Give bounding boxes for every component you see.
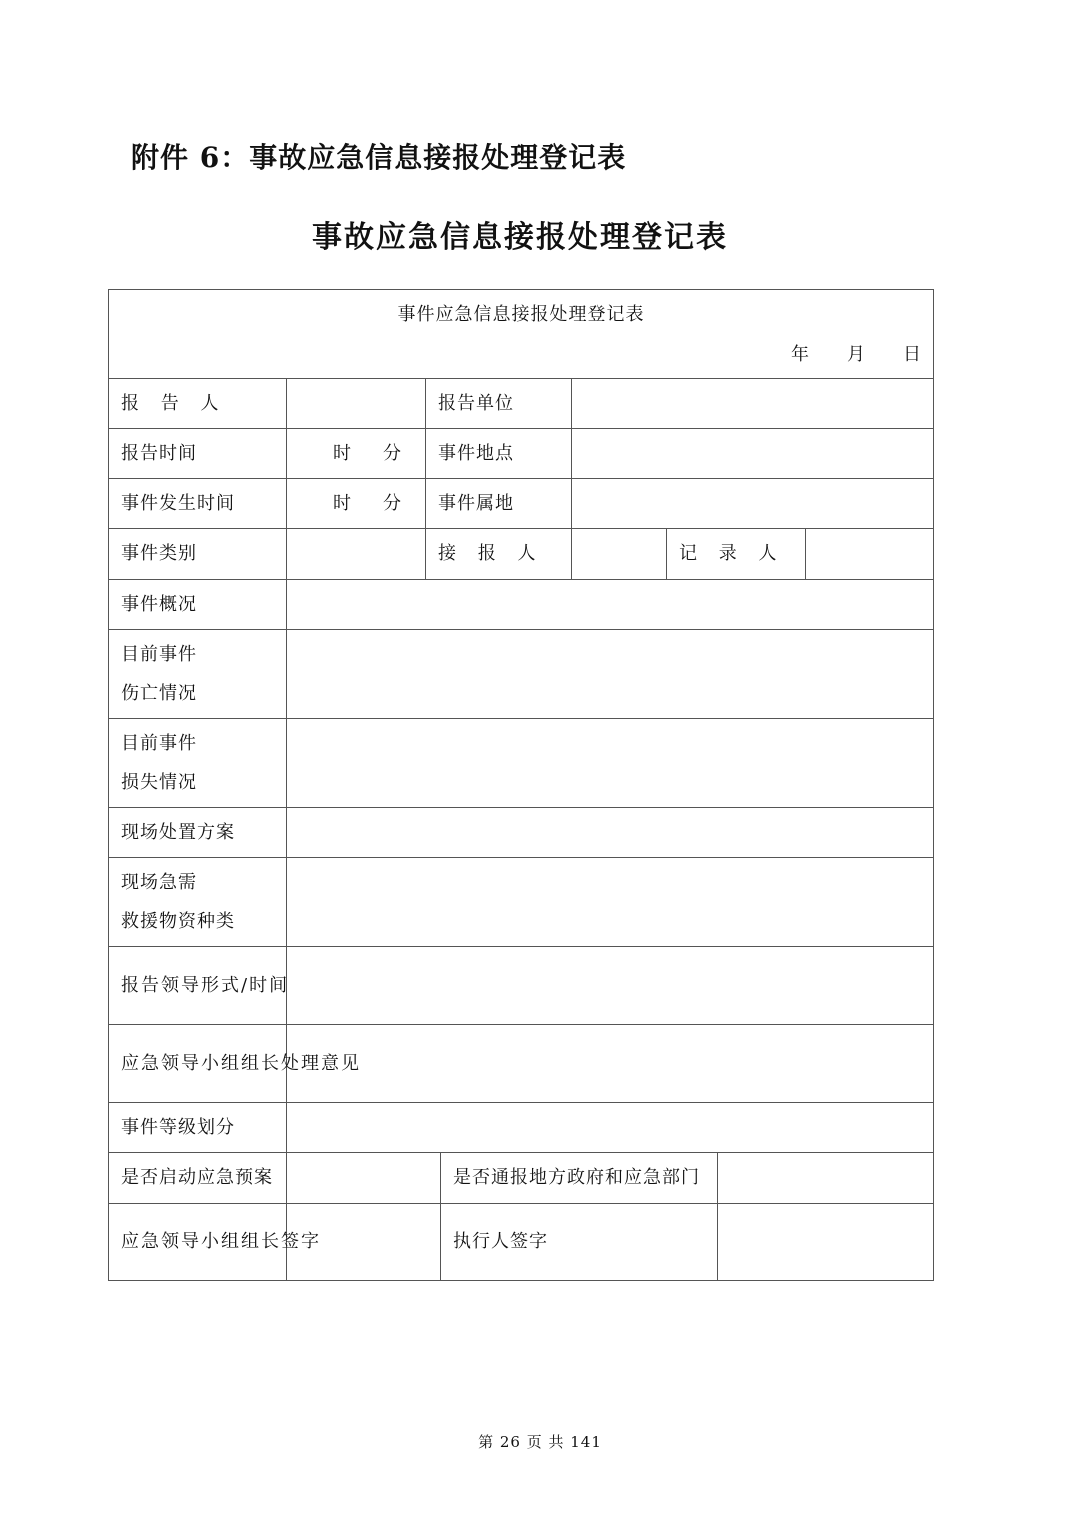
urgent-supplies-label-line-1: 现场急需 xyxy=(121,872,197,893)
notify-gov-label: 是否通报地方政府和应急部门 xyxy=(441,1153,718,1204)
form-title: 事故应急信息接报处理登记表 xyxy=(312,220,728,255)
event-location-field[interactable] xyxy=(572,429,934,479)
page-heading: 附件 6：事故应急信息接报处理登记表 xyxy=(131,141,627,174)
casualties-label-line-1: 目前事件 xyxy=(121,644,197,665)
page-footer: 第 26 页 共 141 xyxy=(478,1433,602,1451)
notify-gov-field[interactable] xyxy=(718,1153,934,1204)
table-header-cell xyxy=(109,290,934,379)
report-unit-label: 报告单位 xyxy=(426,379,572,429)
start-plan-label: 是否启动应急预案 xyxy=(109,1153,287,1204)
hour-label: 时 xyxy=(333,442,351,464)
leader-opinion-field[interactable] xyxy=(287,1025,934,1103)
event-location-label: 事件地点 xyxy=(426,429,572,479)
report-unit-field[interactable] xyxy=(572,379,934,429)
losses-label-line-1: 目前事件 xyxy=(121,733,197,754)
casualties-field[interactable] xyxy=(287,630,934,719)
event-grading-label: 事件等级划分 xyxy=(109,1103,287,1153)
event-time-label: 事件发生时间 xyxy=(109,479,287,529)
urgent-supplies-label xyxy=(109,858,287,947)
hour-label: 时 xyxy=(333,492,351,514)
onsite-plan-field[interactable] xyxy=(287,808,934,858)
date-day-label: 日 xyxy=(903,344,921,365)
report-time-field[interactable] xyxy=(287,429,426,479)
urgent-supplies-label-line-2: 救援物资种类 xyxy=(121,911,235,932)
losses-label-line-2: 损失情况 xyxy=(121,772,197,793)
registration-form-table xyxy=(108,289,934,1281)
losses-label xyxy=(109,719,287,808)
leader-opinion-label: 应急领导小组组长处理意见 xyxy=(109,1025,287,1103)
reporter-label: 报 告 人 xyxy=(109,379,287,429)
losses-field[interactable] xyxy=(287,719,934,808)
leader-sign-label: 应急领导小组组长签字 xyxy=(109,1204,287,1281)
report-leader-field[interactable] xyxy=(287,947,934,1025)
executor-sign-label: 执行人签字 xyxy=(441,1204,718,1281)
start-plan-field[interactable] xyxy=(287,1153,441,1204)
event-time-field[interactable] xyxy=(287,479,426,529)
recorder-field[interactable] xyxy=(806,529,934,580)
recorder-label: 记 录 人 xyxy=(667,529,806,580)
table-title: 事件应急信息接报处理登记表 xyxy=(397,304,645,325)
report-leader-label: 报告领导形式/时间 xyxy=(109,947,287,1025)
minute-label: 分 xyxy=(383,492,401,514)
receiver-field[interactable] xyxy=(572,529,667,580)
date-line xyxy=(753,342,921,368)
reporter-field[interactable] xyxy=(287,379,426,429)
event-jurisdiction-label: 事件属地 xyxy=(426,479,572,529)
executor-sign-field[interactable] xyxy=(718,1204,934,1281)
report-time-label: 报告时间 xyxy=(109,429,287,479)
event-grading-field[interactable] xyxy=(287,1103,934,1153)
event-category-label: 事件类别 xyxy=(109,529,287,580)
date-month-label: 月 xyxy=(847,344,865,365)
onsite-plan-label: 现场处置方案 xyxy=(109,808,287,858)
urgent-supplies-field[interactable] xyxy=(287,858,934,947)
minute-label: 分 xyxy=(383,442,401,464)
event-jurisdiction-field[interactable] xyxy=(572,479,934,529)
event-overview-field[interactable] xyxy=(287,580,934,630)
receiver-label: 接 报 人 xyxy=(426,529,572,580)
event-category-field[interactable] xyxy=(287,529,426,580)
casualties-label-line-2: 伤亡情况 xyxy=(121,683,197,704)
event-overview-label: 事件概况 xyxy=(109,580,287,630)
date-year-label: 年 xyxy=(791,344,809,365)
casualties-label xyxy=(109,630,287,719)
